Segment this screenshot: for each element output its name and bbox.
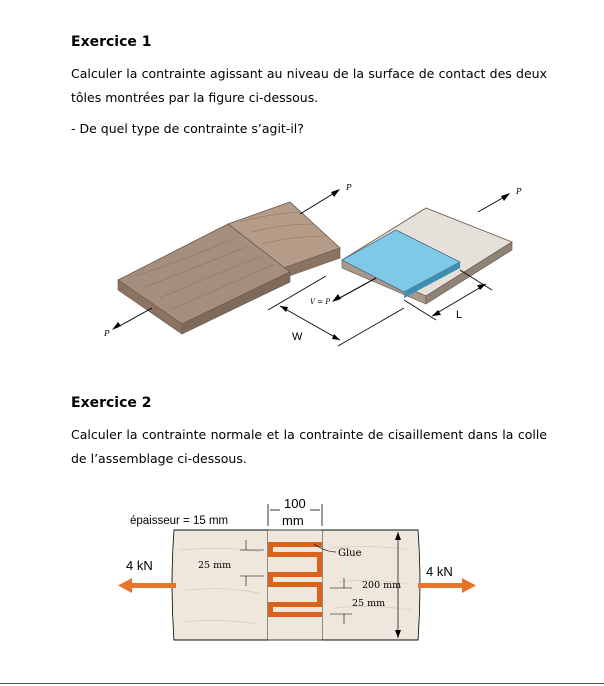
width-label-value: 100 (284, 496, 306, 511)
width-label-w: W (292, 331, 303, 343)
exercise2-title: Exercice 2 (71, 395, 152, 411)
force-label-bottom-left: P (104, 329, 110, 338)
figure-lap-joint-plates (0, 172, 604, 362)
thickness-label: épaisseur = 15 mm (130, 515, 229, 527)
exercise1-text: Calculer la contrainte agissant au niveau de la surface de contact des deux tôles montrées par la figure ci-dessous. (71, 66, 547, 105)
exercise2-text: Calculer la contrainte normale et la contrainte de cisaillement dans la colle de l’assemblage ci-dessous. (71, 427, 547, 466)
left-planks (118, 202, 340, 334)
page-bottom-rule (0, 683, 604, 684)
right-force-label: 4 kN (426, 564, 453, 579)
dimension-w (268, 276, 404, 346)
glue-label: Glue (338, 548, 362, 559)
length-label-l: L (456, 309, 463, 321)
left-force-label: 4 kN (126, 558, 153, 573)
right-dim-label: 25 mm (352, 598, 386, 609)
right-plate (342, 208, 512, 304)
exercise1-question: - De quel type de contrainte s’agit-il? (71, 121, 304, 136)
left-dim-label: 25 mm (198, 560, 232, 571)
height-dim-label: 200 mm (362, 580, 402, 591)
figure-glued-joint (0, 490, 604, 650)
force-label-top-left: P (346, 183, 352, 192)
exercise1-title: Exercice 1 (71, 34, 152, 50)
shear-label: V = P (310, 298, 331, 306)
force-label-top-right: P (516, 187, 522, 196)
width-label-unit: mm (282, 513, 304, 528)
